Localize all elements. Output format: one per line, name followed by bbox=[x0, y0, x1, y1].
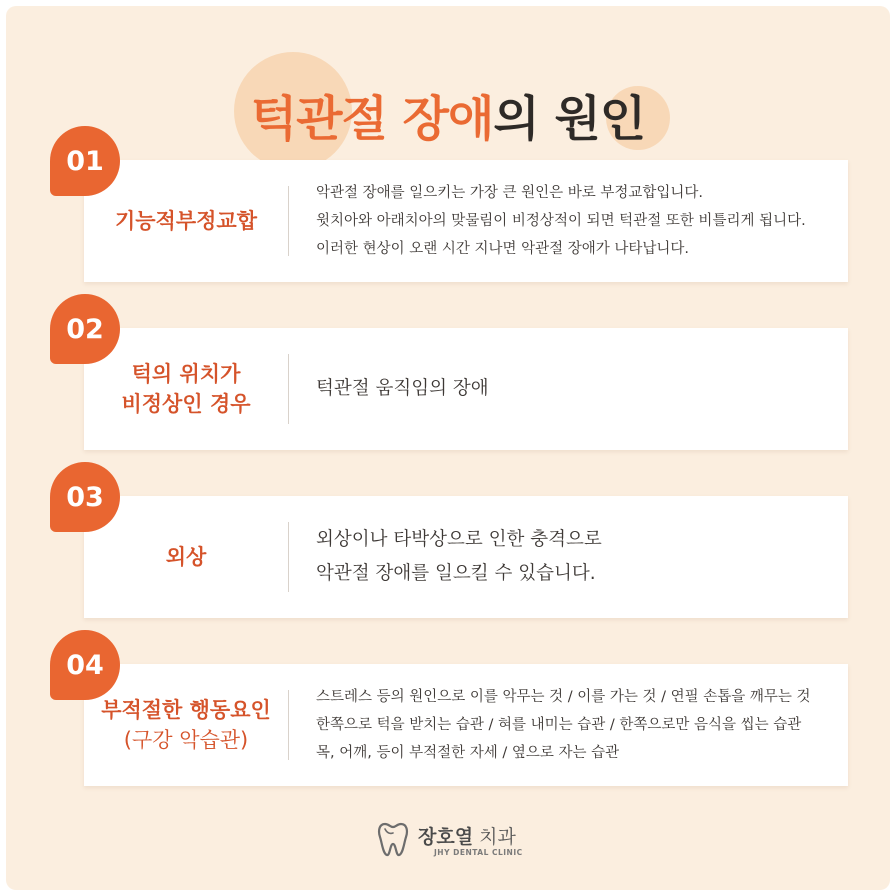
title-area bbox=[6, 46, 890, 156]
cause-card-3 bbox=[84, 496, 848, 618]
page-title bbox=[6, 80, 890, 149]
description-line: 한쪽으로 턱을 받치는 습관 / 혀를 내미는 습관 / 한쪽으로만 음식을 씹는 습관 bbox=[316, 717, 802, 733]
number-badge-2: 02 bbox=[50, 294, 120, 364]
clinic-logo bbox=[376, 818, 536, 864]
cause-label-line: 기능적부정교합 bbox=[114, 209, 257, 233]
tooth-icon bbox=[376, 820, 410, 858]
divider bbox=[288, 354, 289, 424]
clinic-name-rest: 치과 bbox=[473, 826, 516, 848]
cause-description bbox=[316, 664, 836, 786]
cause-label-line: 비정상인 경우 bbox=[121, 392, 251, 416]
clinic-name bbox=[418, 822, 516, 849]
divider bbox=[288, 186, 289, 256]
cause-description bbox=[316, 328, 836, 450]
description-line: 목, 어깨, 등이 부적절한 자세 / 옆으로 자는 습관 bbox=[316, 745, 620, 761]
cause-card-4 bbox=[84, 664, 848, 786]
divider bbox=[288, 690, 289, 760]
infographic-panel bbox=[6, 6, 890, 890]
description-line: 외상이나 타박상으로 인한 충격으로 bbox=[316, 529, 602, 550]
description-line: 윗치아와 아래치아의 맞물림이 비정상적이 되면 턱관절 또한 비틀리게 됩니다. bbox=[316, 213, 806, 229]
cause-label-line: 부적절한 행동요인 bbox=[101, 698, 271, 722]
description-line: 악관절 장애를 일으킬 수 있습니다. bbox=[316, 563, 596, 584]
clinic-name-english: JHY DENTAL CLINIC bbox=[434, 848, 523, 857]
cause-label-line: 턱의 위치가 bbox=[131, 362, 241, 386]
cause-card-1 bbox=[84, 160, 848, 282]
number-badge-1: 01 bbox=[50, 126, 120, 196]
divider bbox=[288, 522, 289, 592]
description-line: 턱관절 움직임의 장애 bbox=[316, 378, 489, 399]
clinic-name-bold: 장호열 bbox=[418, 826, 474, 848]
cause-card-2 bbox=[84, 328, 848, 450]
cause-description bbox=[316, 160, 836, 282]
cause-description bbox=[316, 496, 836, 618]
description-line: 스트레스 등의 원인으로 이를 악무는 것 / 이를 가는 것 / 연필 손톱을 깨무는 것 bbox=[316, 689, 811, 705]
page-title-highlight: 턱관절 장애 bbox=[250, 91, 494, 147]
cause-label-sub: (구강 악습관) bbox=[123, 728, 249, 752]
cause-label-line: 외상 bbox=[165, 545, 207, 569]
description-line: 이러한 현상이 오랜 시간 지나면 악관절 장애가 나타납니다. bbox=[316, 241, 690, 257]
page-title-rest: 의 원인 bbox=[493, 91, 646, 147]
number-badge-4: 04 bbox=[50, 630, 120, 700]
description-line: 악관절 장애를 일으키는 가장 큰 원인은 바로 부정교합입니다. bbox=[316, 185, 704, 201]
number-badge-3: 03 bbox=[50, 462, 120, 532]
